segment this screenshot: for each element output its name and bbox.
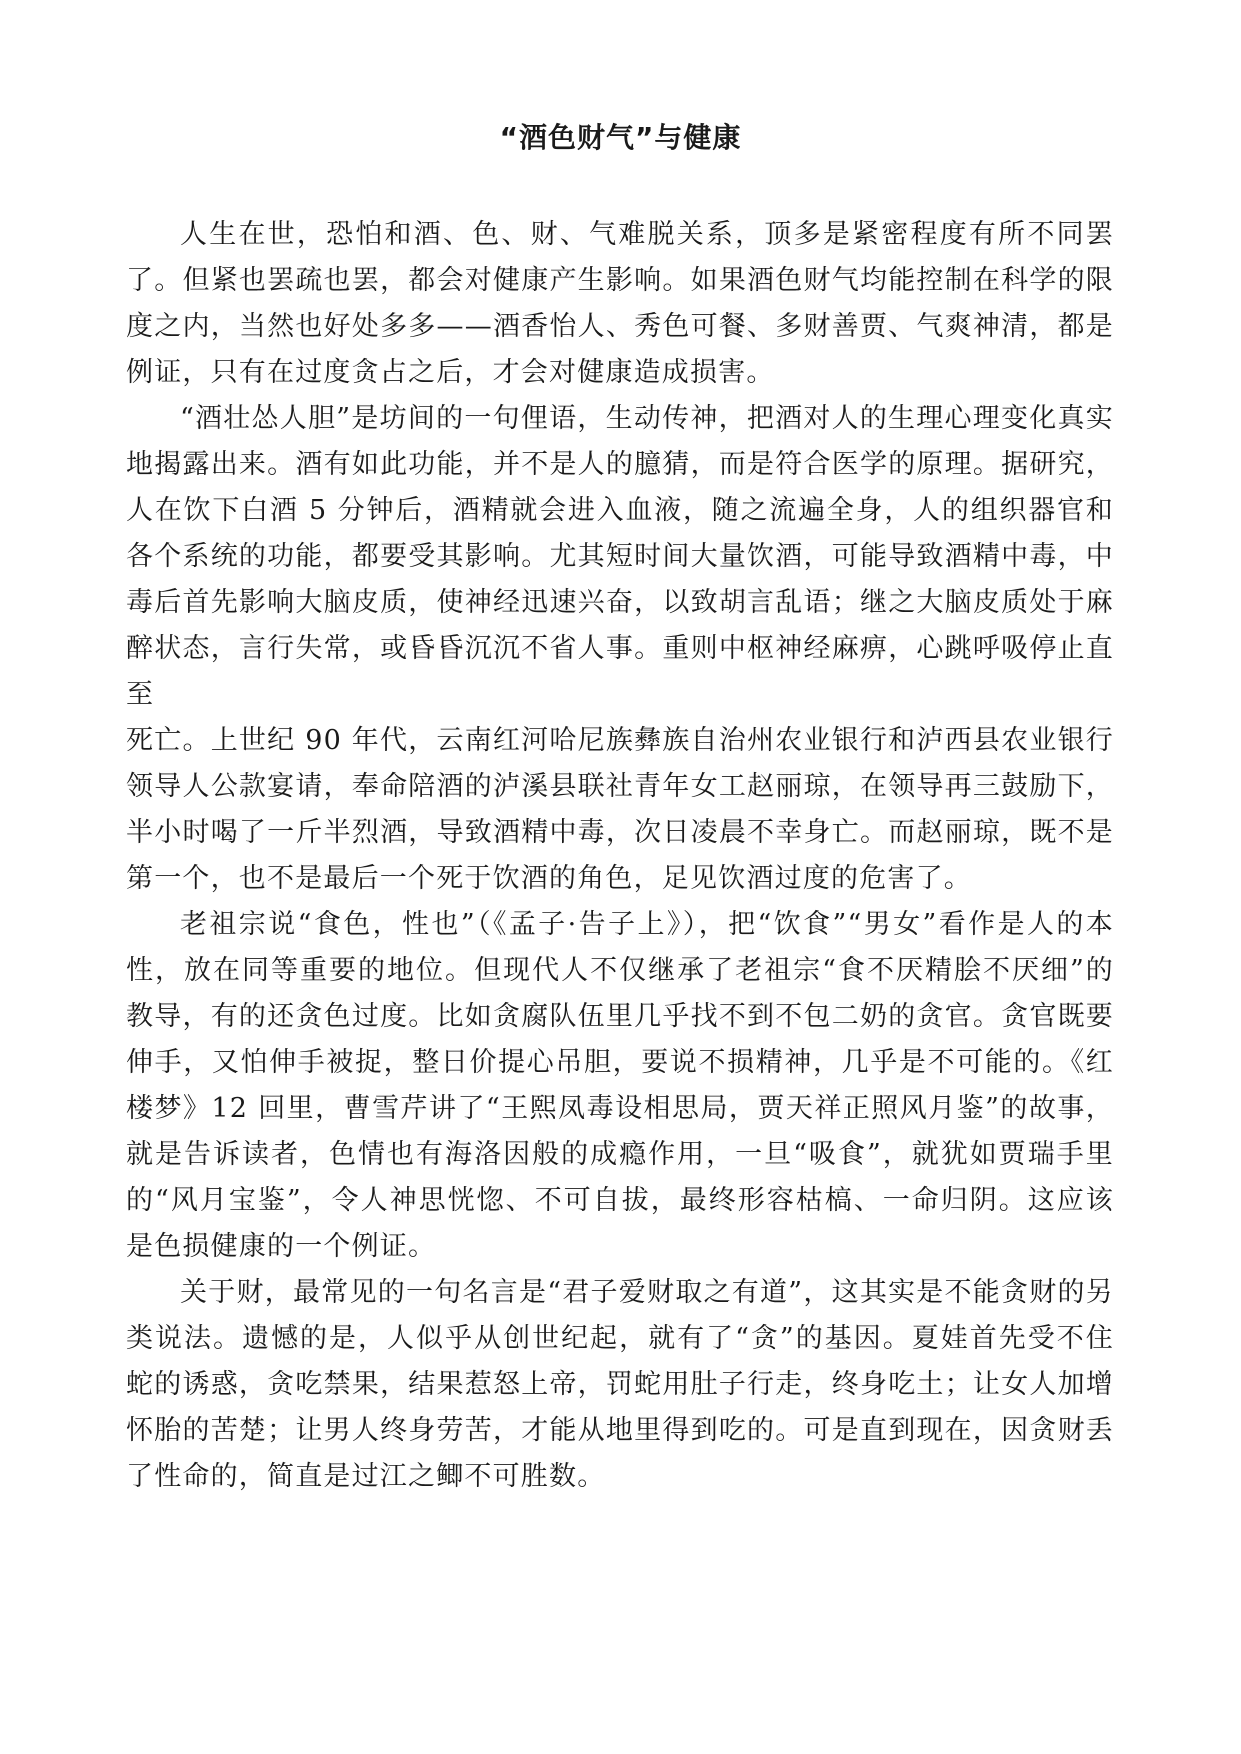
paragraph-wealth: 关于财，最常见的一句名言是“君子爱财取之有道”，这其实是不能贪财的另类说法。遗憾的是，人似乎从创世纪起，就有了“贪”的基因。夏娃首先受不住蛇的诱惑，贪吃禁果，结果惹怒上帝，罚蛇用肚子行走，终身吃土；让女人加增怀胎的苦楚；让男人终身劳苦，才能从地里得到吃的。可是直到现在，因贪财丢了性命的，简直是过江之鲫不可胜数。 [126,1277,1114,1492]
document-title: “酒色财气”与健康 [499,121,742,154]
paragraph-wine-continued: 死亡。上世纪 90 年代，云南红河哈尼族彝族自治州农业银行和泸西县农业银行领导人公款宴请，奉命陪酒的泸溪县联社青年女工赵丽琼，在领导再三鼓励下，半小时喝了一斤半烈酒，导致酒精中毒，次日凌晨不幸身亡。而赵丽琼，既不是第一个，也不是最后一个死于饮酒的角色，足见饮酒过度的危害了。 [126,725,1114,894]
paragraph-wine: “酒壮怂人胆”是坊间的一句俚语，生动传神，把酒对人的生理心理变化真实地揭露出来。酒有如此功能，并不是人的臆猜，而是符合医学的原理。据研究，人在饮下白酒 5 分钟后，酒精就会进入血液，随之流遍全身，人的组织器官和各个系统的功能，都要受其影响。尤其短时间大量饮酒，可能导致酒精中毒，中毒后首先影响大脑皮质，使神经迅速兴奋，以致胡言乱语；继之大脑皮质处于麻醉状态，言行失常，或昏昏沉沉不省人事。重则中枢神经麻痹，心跳呼吸停止直至 [126,403,1114,710]
paragraph-intro: 人生在世，恐怕和酒、色、财、气难脱关系，顶多是紧密程度有所不同罢了。但紧也罢疏也罢，都会对健康产生影响。如果酒色财气均能控制在科学的限度之内，当然也好处多多——酒香怡人、秀色可餐、多财善贾、气爽神清，都是例证，只有在过度贪占之后，才会对健康造成损害。 [126,219,1114,388]
document-body [126,212,1114,1500]
paragraph-lust: 老祖宗说“食色，性也”（《孟子·告子上》），把“饮食”“男女”看作是人的本性，放在同等重要的地位。但现代人不仅继承了老祖宗“食不厌精脍不厌细”的教导，有的还贪色过度。比如贪腐队伍里几乎找不到不包二奶的贪官。贪官既要伸手，又怕伸手被捉，整日价提心吊胆，要说不损精神，几乎是不可能的。《红楼梦》12 回里，曹雪芹讲了“王熙凤毒设相思局，贾天祥正照风月鉴”的故事，就是告诉读者，色情也有海洛因般的成瘾作用，一旦“吸食”，就犹如贾瑞手里的“风月宝鉴”，令人神思恍惚、不可自拔，最终形容枯槁、一命归阴。这应该是色损健康的一个例证。 [126,909,1114,1262]
